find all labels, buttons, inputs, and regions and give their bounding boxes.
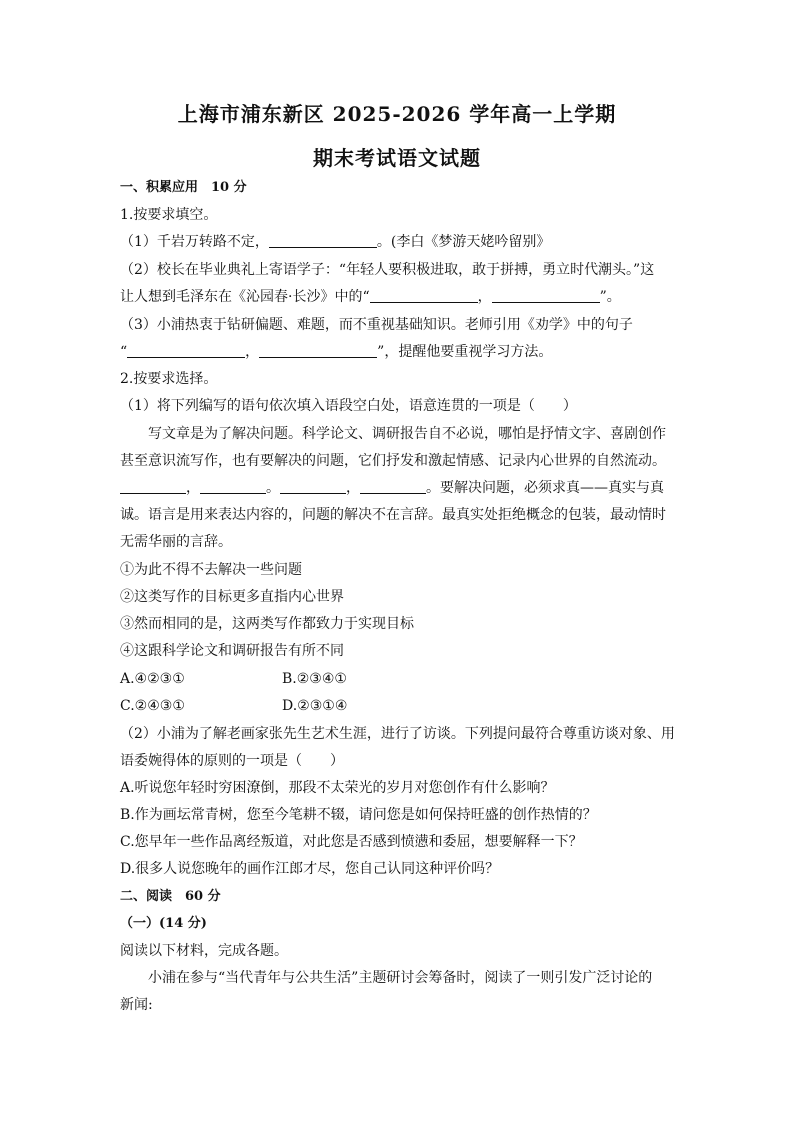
reading-paragraph-line-2: 新闻: <box>120 997 153 1013</box>
fill-blank <box>360 479 426 494</box>
section-heading-2: 二、阅读 60 分 <box>120 889 221 904</box>
fill-blank <box>280 479 346 494</box>
reading-instruction: 阅读以下材料，完成各题。 <box>120 943 288 959</box>
question-1-2-text-b: ， <box>477 289 492 305</box>
sentence-option-3: ③然而相同的是，这两类写作都致力于实现目标 <box>120 616 414 632</box>
question-1-3-text-b: ， <box>245 344 260 360</box>
interview-choice-d: D.很多人说您晚年的画作江郎才尽，您自己认同这种评价吗？ <box>120 861 500 877</box>
fill-blank <box>120 479 186 494</box>
fill-blank <box>127 343 245 358</box>
question-1-3-line1: （3）小浦热衷于钻研偏题、难题，而不重视基础知识。老师引用《劝学》中的句子 <box>120 317 633 333</box>
passage-sep-3: ， <box>346 480 360 496</box>
question-1-2-text-c: ”。 <box>599 289 621 305</box>
passage-line-5: 无需华丽的言辞。 <box>120 534 232 550</box>
exam-title-line2: 期末考试语文试题 <box>313 146 481 170</box>
question-1-3-text-a: “ <box>120 344 128 360</box>
section-heading-1: 一、积累应用 10 分 <box>120 180 247 195</box>
question-1-1-text-b: 。(李白《梦游天姥吟留别》 <box>376 234 551 250</box>
question-2-2-line2: 语委婉得体的原则的一项是（ ） <box>120 753 344 769</box>
choice-b: B.②③④① <box>282 671 347 687</box>
subsection-heading-1: （一）(14 分) <box>120 916 207 931</box>
passage-line-2: 甚至意识流写作，也有要解决的问题，它们抒发和激起情感、记录内心世界的自然流动。 <box>120 453 666 469</box>
question-1-1 <box>120 233 550 251</box>
fill-blank <box>259 343 377 358</box>
question-1-2-line2 <box>120 288 621 306</box>
fill-blank <box>200 479 266 494</box>
fill-blank <box>269 233 377 248</box>
question-1-2-line1: （2）校长在毕业典礼上寄语学子：“年轻人要积极进取，敢于拼搏，勇立时代潮头。”这 <box>120 262 655 278</box>
question-2-2-line1: （2）小浦为了解老画家张先生艺术生涯，进行了访谈。下列提问最符合尊重访谈对象、用 <box>120 726 675 742</box>
passage-sep-1: ， <box>186 480 200 496</box>
question-1-2-text-a: 让人想到毛泽东在《沁园春·长沙》中的“ <box>120 289 370 305</box>
question-1-3-line2 <box>120 343 552 361</box>
question-1-1-text-a: （1）千岩万转路不定， <box>120 234 269 250</box>
fill-blank <box>370 288 478 303</box>
question-1-3-text-c: ”，提醒他要重视学习方法。 <box>377 344 553 360</box>
interview-choice-a: A.听说您年轻时穷困潦倒，那段不太荣光的岁月对您创作有什么影响？ <box>120 780 555 796</box>
passage-line-3 <box>120 479 664 497</box>
reading-paragraph-line-1: 小浦在参与“当代青年与公共生活”主题研讨会筹备时，阅读了一则引发广泛讨论的 <box>148 970 653 986</box>
question-2-prompt: 2.按要求选择。 <box>120 371 218 387</box>
sentence-option-4: ④这跟科学论文和调研报告有所不同 <box>120 643 344 659</box>
sentence-option-1: ①为此不得不去解决一些问题 <box>120 562 302 578</box>
interview-choice-c: C.您早年一些作品离经叛道，对此您是否感到愤懑和委屈，想要解释一下？ <box>120 834 583 850</box>
choice-c: C.②④③① <box>120 698 185 714</box>
interview-choice-b: B.作为画坛常青树，您至今笔耕不辍，请问您是如何保持旺盛的创作热情的？ <box>120 807 597 823</box>
passage-sep-2: 。 <box>266 480 280 496</box>
choice-a: A.④②③① <box>120 671 185 687</box>
fill-blank <box>492 288 600 303</box>
passage-line-3-end: 。要解决问题，必须求真——真实与真 <box>426 480 664 496</box>
choice-d: D.②③①④ <box>282 698 348 714</box>
sentence-option-2: ②这类写作的目标更多直指内心世界 <box>120 589 344 605</box>
passage-line-4: 诚。语言是用来表达内容的，问题的解决不在言辞。最真实处拒绝概念的包装，最动情时 <box>120 507 666 523</box>
exam-title-line1: 上海市浦东新区 2025-2026 学年高一上学期 <box>177 102 617 126</box>
question-1-prompt: 1.按要求填空。 <box>120 207 218 223</box>
passage-line-1: 写文章是为了解决问题。科学论文、调研报告自不必说，哪怕是抒情文字、喜剧创作 <box>148 426 666 442</box>
question-2-1-prompt: （1）将下列编写的语句依次填入语段空白处，语意连贯的一项是（ ） <box>120 398 577 414</box>
